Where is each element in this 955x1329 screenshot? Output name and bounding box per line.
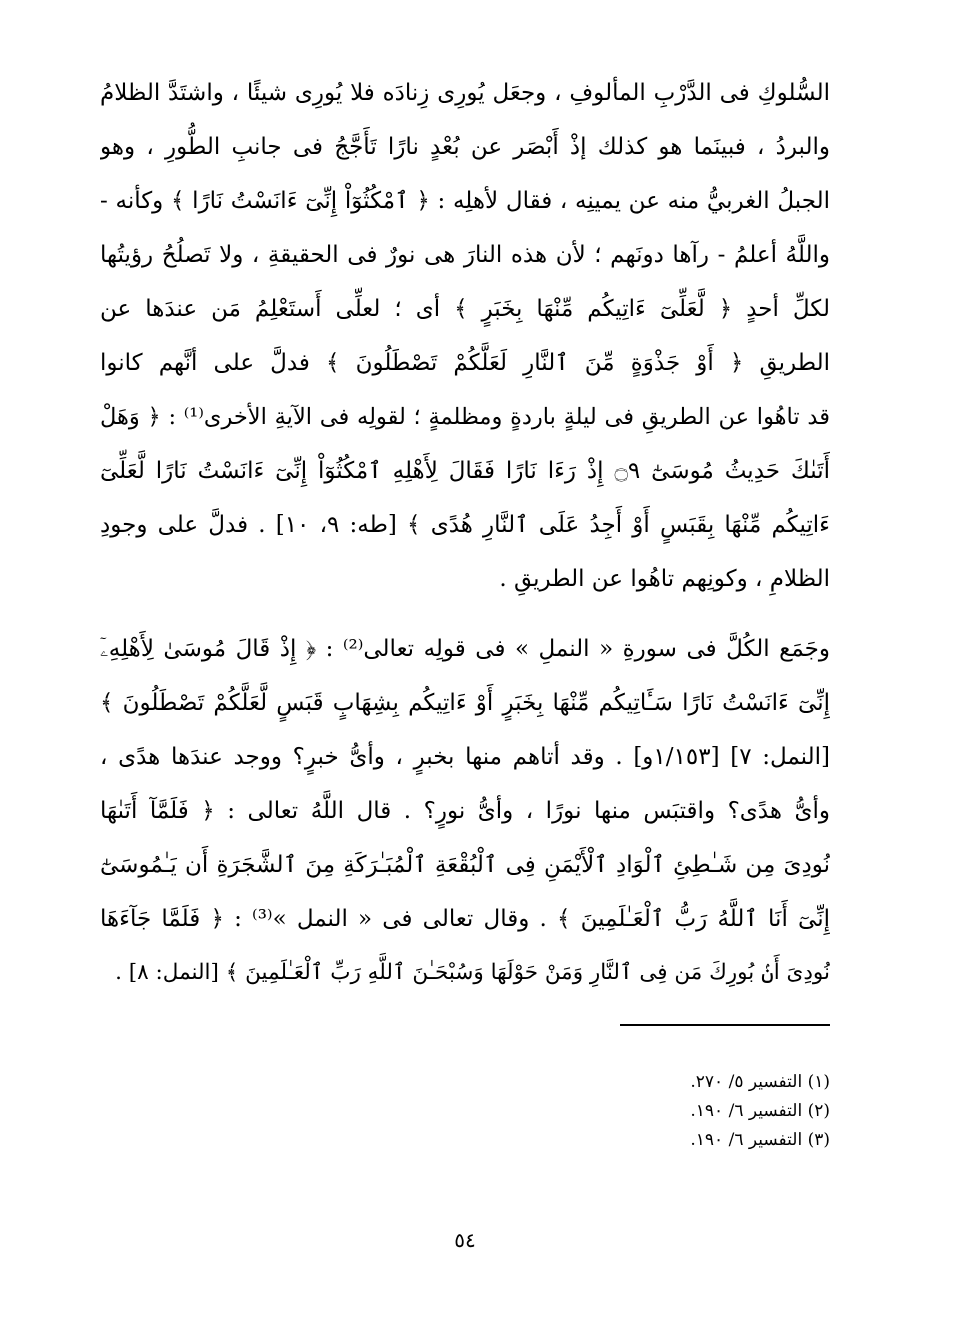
text-line: إِنِّىٓ أَنَا ٱللَّهُ رَبُّ ٱلْعَـٰلَمِينَ ﴾ . وقال تعالى فى « النمل »⁽³⁾ : ﴿ فَلَمَّا جَآءَهَا bbox=[100, 906, 830, 932]
footnotes bbox=[100, 1068, 830, 1155]
text-line: والبردُ ، فبينَما هو كذلك إذْ أَبْصَر عن بُعْدٍ نارًا تَأَجَّجُ فى جانبِ الطُّورِ ، وهو bbox=[100, 134, 830, 160]
text-line: الظلامِ ، وكونِهم تاهُوا عن الطريقِ . bbox=[499, 566, 830, 592]
footnote-1: (١) التفسير ٥/ ٢٧٠. bbox=[690, 1072, 830, 1092]
footnote-divider bbox=[620, 1024, 830, 1026]
book-page bbox=[100, 66, 830, 1296]
text-line: وجَمَع الكُلَّ فى سورةِ « النملِ » فى قولِه تعالى⁽²⁾ : ﴿ إِذْ قَالَ مُوسَىٰ لِأَهْلِهِۦٓ bbox=[100, 636, 830, 662]
footnote-3: (٣) التفسير ٦/ ١٩٠. bbox=[690, 1130, 830, 1150]
footnote-2: (٢) التفسير ٦/ ١٩٠. bbox=[690, 1101, 830, 1121]
text-line: قد تاهُوا عن الطريقِ فى ليلةٍ باردةٍ ومظلمةٍ ؛ لقولِه فى الآيةِ الأخرى⁽¹⁾ : ﴿ وَهَلْ bbox=[100, 404, 830, 430]
paragraph-2 bbox=[100, 622, 830, 1000]
text-line: لكلِّ أحدٍ ﴿ لَّعَلِّىٓ ءَاتِيكُم مِّنْهَا بِخَبَرٍ ﴾ أى ؛ لعلِّى أَستَعْلِمُ مَن عندَها عن bbox=[100, 296, 830, 322]
text-line: ءَاتِيكُم مِّنْهَا بِقَبَسٍ أَوْ أَجِدُ عَلَى ٱلنَّارِ هُدًى ﴾ [طه: ٩، ١٠] . فدلَّ على وجودِ bbox=[100, 512, 830, 538]
page-number: ٥٤ bbox=[454, 1228, 476, 1252]
text-line: واللَّهُ أعلمُ - رآها دونَهم ؛ لأن هذه النارَ هى نورٌ فى الحقيقةِ ، ولا تَصلُحُ رؤيتُها bbox=[100, 242, 830, 268]
paragraph-1 bbox=[100, 66, 830, 606]
text-line: [النمل: ٧] [١/١٥٣و] . وقد أتاهم منها بخبرٍ ، وأىُّ خبرٍ؟ ووجد عندَها هدًى ، bbox=[100, 744, 830, 770]
text-line: أَتَىٰكَ حَدِيثُ مُوسَىٰٓ ۝٩ إِذْ رَءَا نَارًا فَقَالَ لِأَهْلِهِ ٱمْكُثُوٓاْ إِنِّىٓ ءَانَسْتُ نَارًا لَّعَلِّىٓ bbox=[100, 458, 830, 484]
text-line: الطريقِ ﴿ أَوْ جَذْوَةٍ مِّنَ ٱلنَّارِ لَعَلَّكُمْ تَصْطَلُونَ ﴾ فدلَّ على أنَّهم كانوا bbox=[100, 350, 830, 376]
text-line: الجبلُ الغربيُّ منه عن يمينِه ، فقال لأهلِه : ﴿ ٱمْكُثُوٓاْ إِنِّىٓ ءَانَسْتُ نَارًا ﴾ وكأنه - bbox=[100, 188, 830, 214]
text-line: وأىُّ هدًى؟ واقتبَس منها نورًا ، وأىُّ نورٍ؟ . قال اللَّهُ تعالى : ﴿ فَلَمَّآ أَتَىٰهَا bbox=[100, 798, 830, 824]
text-line: نُودِىَ أَنۢ بُورِكَ مَن فِى ٱلنَّارِ وَمَنْ حَوْلَهَا وَسُبْحَـٰنَ ٱللَّهِ رَبِّ ٱلْعَـٰلَمِينَ ﴾ [النمل: ٨] . bbox=[115, 960, 830, 985]
text-line: نُودِىَ مِن شَـٰطِئِ ٱلْوَادِ ٱلْأَيْمَنِ فِى ٱلْبُقْعَةِ ٱلْمُبَـٰرَكَةِ مِنَ ٱلشَّجَرَةِ أَن يَـٰمُوسَىٰٓ bbox=[100, 852, 830, 878]
text-line: إِنِّىٓ ءَانَسْتُ نَارًا سَـَٔاتِيكُم مِّنْهَا بِخَبَرٍ أَوْ ءَاتِيكُم بِشِهَابٍ قَبَسٍ لَّعَلَّكُمْ تَصْطَلُونَ ﴾ bbox=[100, 690, 830, 716]
text-line: السُّلوكِ فى الدَّرْبِ المألوفِ ، وجعَل يُورِى زِنادَه فلا يُورِى شيئًا ، واشتَدَّ الظلامُ bbox=[100, 80, 830, 106]
